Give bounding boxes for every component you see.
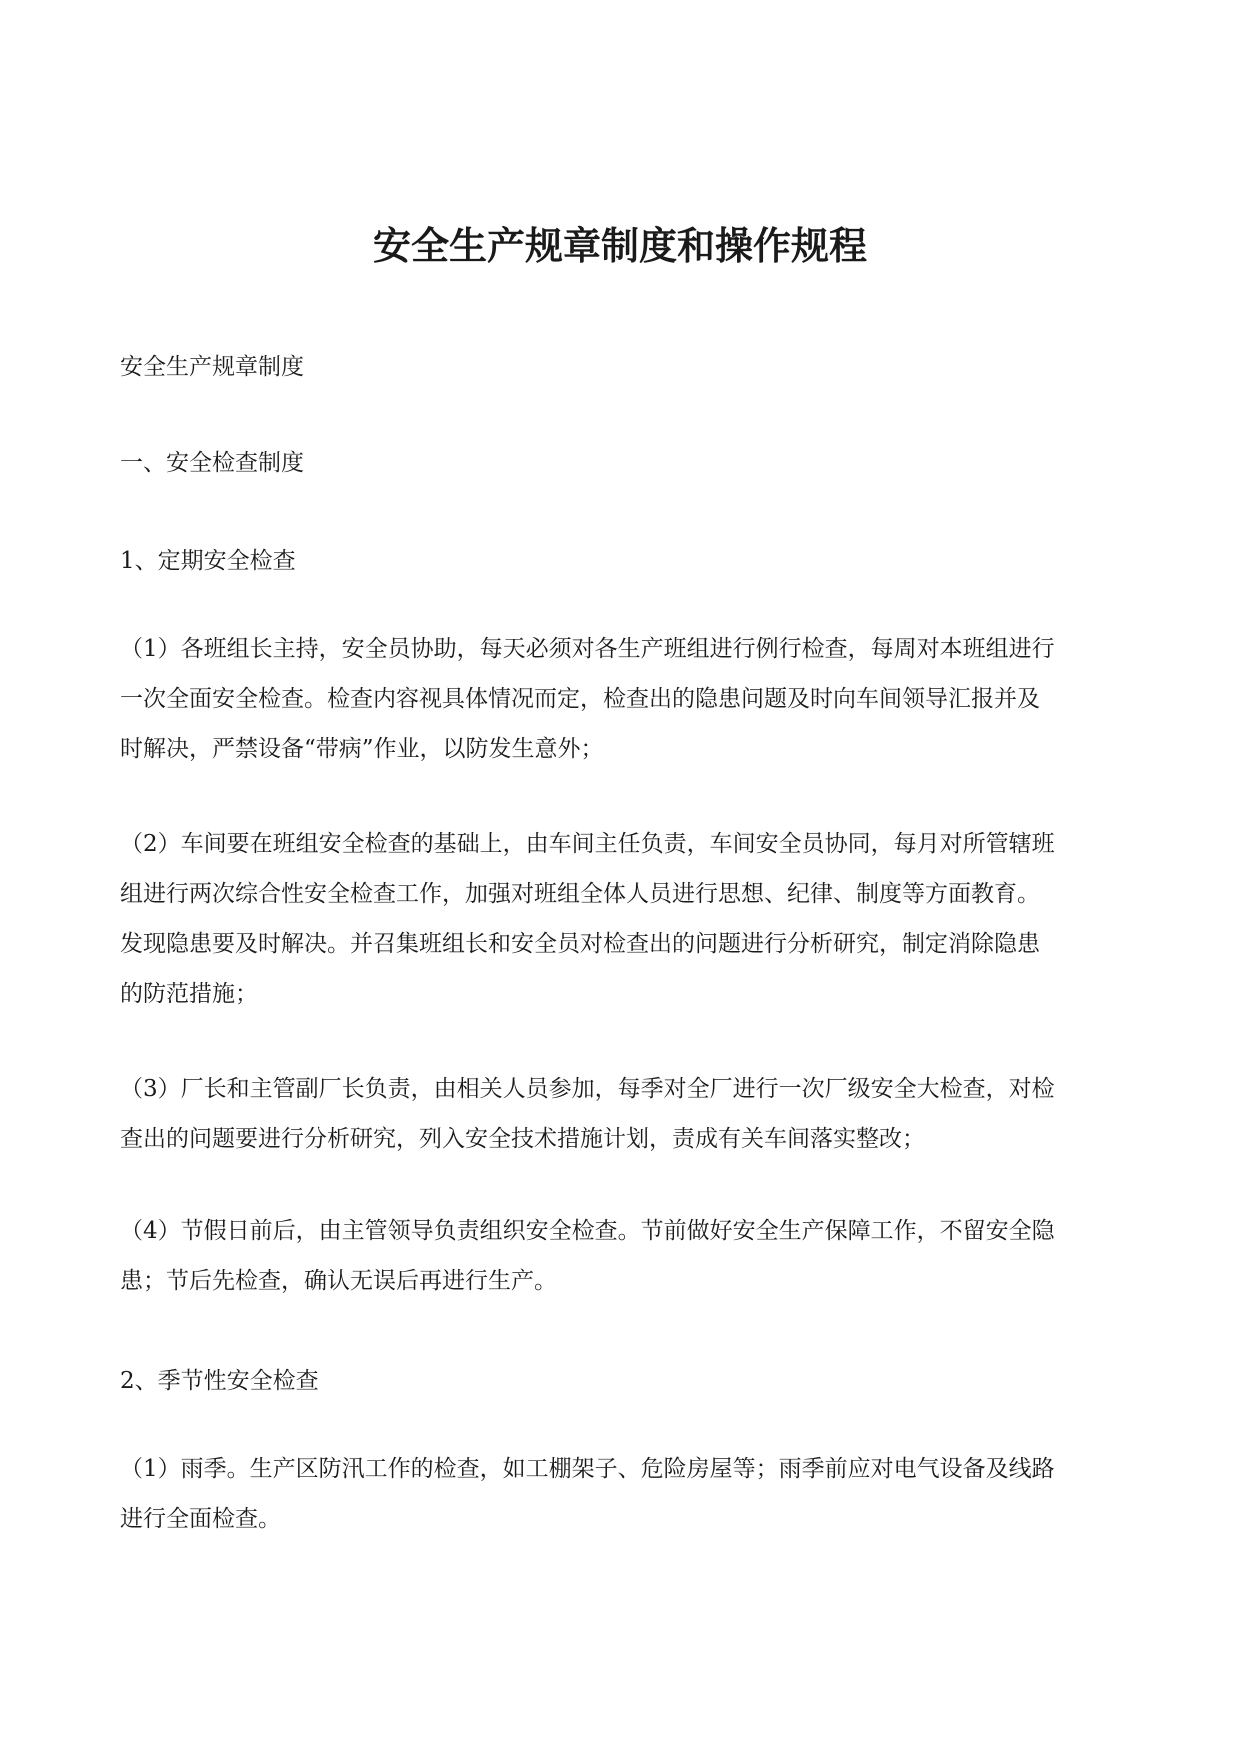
paragraph-line: 患；节后先检查，确认无误后再进行生产。 xyxy=(120,1268,557,1294)
paragraph-line: 发现隐患要及时解决。并召集班组长和安全员对检查出的问题进行分析研究，制定消除隐患 xyxy=(120,931,1040,957)
document-title: 安全生产规章制度和操作规程 xyxy=(372,223,867,268)
subsection-heading-seasonal-inspection: 2、季节性安全检查 xyxy=(120,1368,319,1394)
paragraph-line: （2）车间要在班组安全检查的基础上，由车间主任负责，车间安全员协同，每月对所管辖班 xyxy=(120,831,1055,857)
section-heading-safety-inspection: 一、安全检查制度 xyxy=(120,450,304,476)
paragraph-line: 组进行两次综合性安全检查工作，加强对班组全体人员进行思想、纪律、制度等方面教育。 xyxy=(120,881,1040,907)
paragraph-item-2 xyxy=(120,819,1120,1019)
paragraph-item-4 xyxy=(120,1206,1120,1306)
paragraph-line: 一次全面安全检查。检查内容视具体情况而定，检查出的隐患问题及时向车间领导汇报并及 xyxy=(120,686,1040,712)
paragraph-line: （1）各班组长主持，安全员协助，每天必须对各生产班组进行例行检查，每周对本班组进行 xyxy=(120,636,1055,662)
paragraph-line: 查出的问题要进行分析研究，列入安全技术措施计划，责成有关车间落实整改； xyxy=(120,1126,925,1152)
paragraph-item-3 xyxy=(120,1064,1120,1164)
paragraph-line: （1）雨季。生产区防汛工作的检查，如工棚架子、危险房屋等；雨季前应对电气设备及线路 xyxy=(120,1456,1055,1482)
paragraph-line: （3）厂长和主管副厂长负责，由相关人员参加，每季对全厂进行一次厂级安全大检查，对检 xyxy=(120,1076,1055,1102)
paragraph-item-5 xyxy=(120,1444,1120,1544)
subsection-heading-regular-inspection: 1、定期安全检查 xyxy=(120,548,296,574)
paragraph-line: （4）节假日前后，由主管领导负责组织安全检查。节前做好安全生产保障工作，不留安全隐 xyxy=(120,1218,1055,1244)
paragraph-item-1 xyxy=(120,624,1120,774)
paragraph-line: 的防范措施； xyxy=(120,981,258,1007)
subtitle: 安全生产规章制度 xyxy=(120,354,304,380)
paragraph-line: 时解决，严禁设备“带病”作业，以防发生意外； xyxy=(120,736,604,762)
paragraph-line: 进行全面检查。 xyxy=(120,1506,281,1532)
